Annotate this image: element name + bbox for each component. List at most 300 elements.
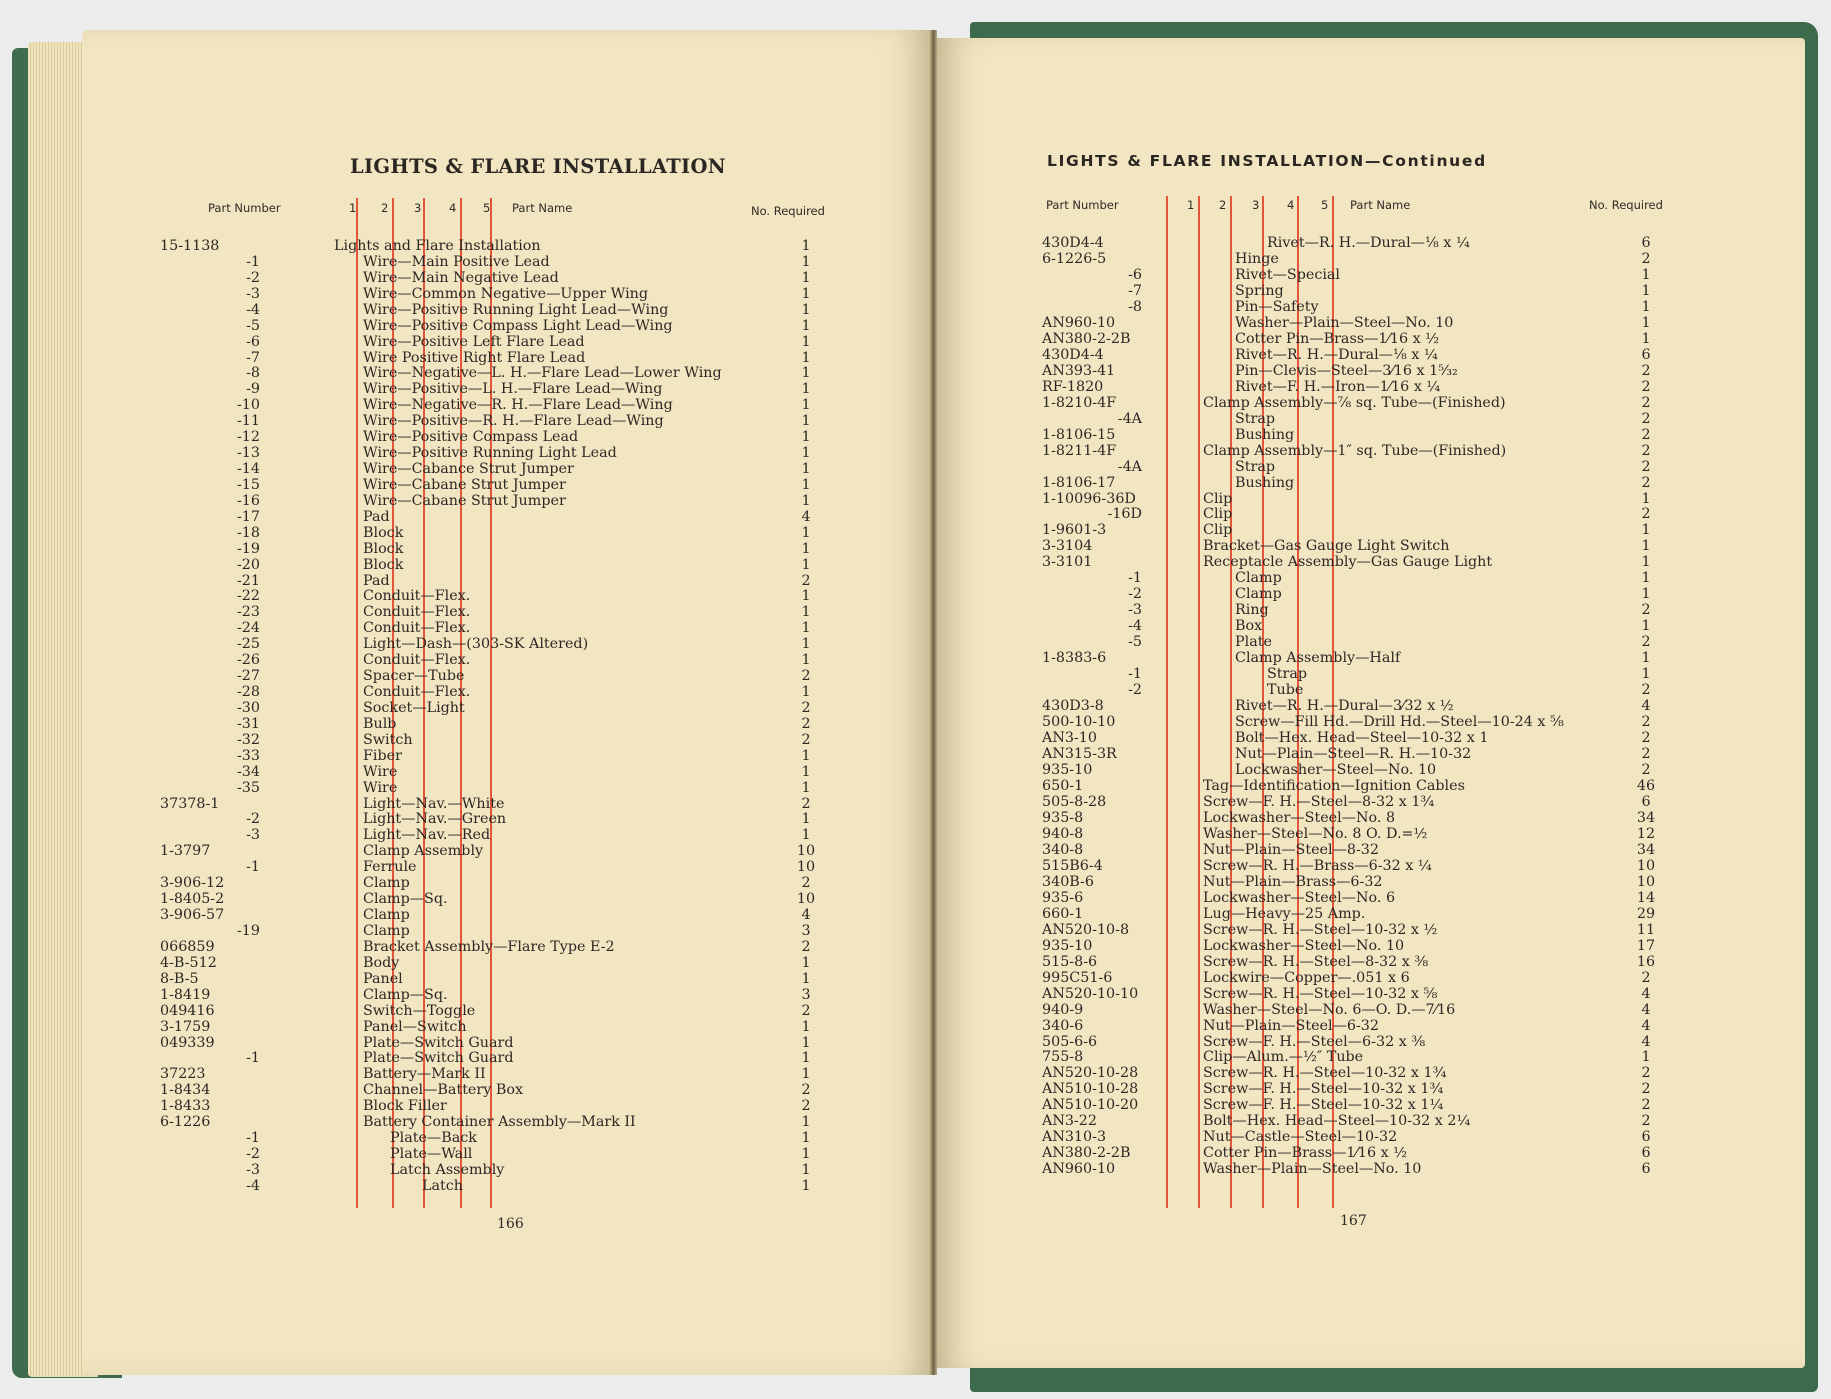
header-part-number: Part Number: [1046, 198, 1119, 212]
part-name: Clamp—Sq.: [363, 891, 448, 908]
part-number: 935-10: [1042, 762, 1093, 778]
quantity-required: 2: [1641, 474, 1651, 491]
part-name: Wire—Positive Running Light Lead—Wing: [363, 301, 669, 318]
part-name: Clamp: [363, 875, 410, 892]
header-level-3: 3: [414, 201, 422, 215]
book-spine-gutter: [930, 30, 937, 1375]
part-number: -31: [236, 715, 260, 732]
part-name: Rivet—R. H.—Dural—⅛ x ¼: [1235, 346, 1438, 363]
header-level-4: 4: [1287, 198, 1295, 212]
part-number: -10: [236, 397, 260, 414]
part-number: 935-10: [1042, 937, 1093, 954]
part-name: Rivet—R. H.—Dural—3⁄32 x ½: [1235, 698, 1454, 715]
part-name: Block: [363, 524, 404, 541]
part-number: -34: [236, 763, 260, 780]
quantity-required: 10: [1636, 857, 1656, 874]
quantity-required: 1: [1641, 314, 1651, 331]
part-number: 505-6-6: [1042, 1033, 1098, 1050]
part-name: Nut—Plain—Steel—6-32: [1203, 1017, 1380, 1034]
part-number: 066859: [160, 938, 215, 955]
part-name: Wire: [363, 763, 398, 780]
part-number: -7: [246, 349, 260, 366]
part-number: -32: [236, 731, 260, 748]
part-name: Lockwasher—Steel—No. 10: [1203, 937, 1405, 954]
quantity-required: 46: [1636, 777, 1656, 794]
part-number: 650-1: [1042, 777, 1084, 794]
part-number: -5: [1128, 634, 1142, 651]
part-number: 15-1138: [160, 238, 220, 254]
part-name: Clip—Alum.—½″ Tube: [1203, 1049, 1364, 1066]
part-number: 500-10-10: [1042, 714, 1116, 731]
part-number: 37223: [160, 1066, 206, 1083]
quantity-required: 1: [801, 811, 811, 828]
part-name: Bolt—Hex. Head—Steel—10-32 x 1: [1235, 730, 1489, 747]
part-name: Screw—R. H.—Steel—8-32 x ⅜: [1203, 953, 1429, 970]
quantity-required: 6: [1641, 346, 1651, 363]
part-number: 340B-6: [1042, 873, 1094, 890]
part-number: 1-8106-15: [1042, 426, 1116, 443]
part-name: Bushing: [1235, 426, 1295, 443]
quantity-required: 2: [1641, 378, 1651, 395]
part-number: -17: [236, 508, 260, 525]
quantity-required: 1: [801, 588, 811, 605]
part-number: 660-1: [1042, 905, 1084, 922]
part-name: Wire: [363, 779, 398, 796]
part-number: AN510-10-20: [1042, 1097, 1139, 1114]
quantity-required: 1: [801, 333, 811, 350]
quantity-required: 2: [801, 731, 811, 748]
part-name: Panel—Switch: [363, 1018, 467, 1035]
quantity-required: 2: [1641, 394, 1651, 411]
part-number: 3-1759: [160, 1018, 211, 1035]
quantity-required: 2: [801, 1082, 811, 1099]
page-number-167: 167: [1340, 1213, 1367, 1229]
part-number: AN520-10-8: [1042, 921, 1130, 938]
quantity-required: 1: [1641, 282, 1651, 299]
part-name: Washer—Steel—No. 6—O. D.—7⁄16: [1203, 1001, 1456, 1018]
part-number: -14: [236, 461, 260, 478]
part-number: -20: [236, 556, 260, 573]
part-number: -12: [236, 429, 260, 446]
quantity-required: 1: [801, 365, 811, 382]
part-name: Screw—R. H.—Steel—10-32 x ⅝: [1203, 985, 1438, 1002]
header-level-1: 1: [349, 201, 357, 215]
part-number: 430D4-4: [1042, 235, 1104, 251]
quantity-required: 2: [801, 699, 811, 716]
part-name: Wire—Positive—R. H.—Flare Lead—Wing: [363, 413, 664, 430]
part-number: 37378-1: [160, 795, 220, 812]
part-number: -21: [236, 572, 260, 589]
part-number: 4-B-512: [160, 954, 217, 971]
quantity-required: 1: [801, 763, 811, 780]
header-no-required: No. Required: [1589, 198, 1663, 212]
quantity-required: 1: [801, 954, 811, 971]
part-number: -1: [1128, 666, 1142, 683]
part-number: -35: [236, 779, 260, 796]
part-number: 935-6: [1042, 889, 1084, 906]
part-number: AN960-10: [1042, 1161, 1116, 1178]
quantity-required: 1: [801, 461, 811, 478]
part-number: 340-6: [1042, 1017, 1084, 1034]
part-name: Washer—Plain—Steel—No. 10: [1235, 314, 1454, 331]
part-name: Clamp: [1235, 570, 1282, 587]
part-name: Washer—Steel—No. 8 O. D.=½: [1203, 825, 1428, 842]
quantity-required: 1: [801, 540, 811, 557]
part-number: -19: [236, 922, 260, 939]
part-name: Conduit—Flex.: [363, 588, 471, 605]
part-name: Conduit—Flex.: [363, 620, 471, 637]
quantity-required: 1: [1641, 1049, 1651, 1066]
part-name: Ring: [1235, 602, 1269, 619]
part-name: Lockwasher—Steel—No. 10: [1235, 762, 1437, 778]
quantity-required: 1: [1641, 650, 1651, 667]
part-name: Screw—F. H.—Steel—8-32 x 1¾: [1203, 793, 1435, 810]
part-name: Latch Assembly: [390, 1161, 505, 1178]
quantity-required: 2: [801, 572, 811, 589]
part-name: Battery Container Assembly—Mark II: [363, 1114, 636, 1131]
part-number: 3-3104: [1042, 538, 1093, 555]
part-number: -27: [236, 668, 260, 685]
part-number: -5: [246, 317, 260, 334]
part-number: -4: [1128, 618, 1142, 635]
part-number: 430D4-4: [1042, 346, 1104, 363]
quantity-required: 1: [1641, 490, 1651, 507]
part-number: AN510-10-28: [1042, 1081, 1139, 1098]
part-number: RF-1820: [1042, 378, 1104, 395]
quantity-required: 1: [1641, 522, 1651, 539]
part-number: 940-8: [1042, 825, 1084, 842]
quantity-required: 34: [1636, 841, 1656, 858]
part-number: 1-8106-17: [1042, 474, 1116, 491]
quantity-required: 6: [1641, 1129, 1651, 1146]
part-name: Wire—Positive Compass Light Lead—Wing: [363, 317, 673, 334]
part-name: Tag—Identification—Ignition Cables: [1203, 777, 1465, 794]
quantity-required: 1: [801, 1130, 811, 1147]
part-name: Clamp Assembly—⅞ sq. Tube—(Finished): [1203, 394, 1506, 411]
part-number: 515-8-6: [1042, 953, 1098, 970]
part-name: Strap: [1235, 458, 1276, 475]
part-name: Block Filler: [363, 1098, 447, 1115]
header-part-number: Part Number: [208, 201, 281, 215]
part-name: Conduit—Flex.: [363, 684, 471, 701]
part-name: Lockwasher—Steel—No. 8: [1203, 809, 1396, 826]
quantity-required: 1: [801, 349, 811, 366]
header-level-2: 2: [1219, 198, 1227, 212]
part-name: Pin—Clevis—Steel—3⁄16 x 1⁵⁄₃₂: [1235, 362, 1458, 379]
level-rule-1: [1198, 196, 1200, 1208]
quantity-required: 1: [801, 684, 811, 701]
quantity-required: 2: [1641, 969, 1651, 986]
part-number: 935-8: [1042, 809, 1084, 826]
part-name: Spring: [1235, 282, 1284, 299]
part-name: Pad: [363, 572, 390, 589]
part-number: -18: [236, 524, 260, 541]
quantity-required: 1: [801, 1177, 811, 1194]
part-number: AN380-2-2B: [1042, 1145, 1131, 1162]
part-number: 1-8405-2: [160, 891, 225, 908]
quantity-required: 1: [801, 827, 811, 844]
part-name: Strap: [1235, 410, 1276, 427]
quantity-required: 1: [1641, 570, 1651, 587]
part-number: -1: [246, 1050, 260, 1067]
part-name: Tube: [1267, 682, 1304, 699]
quantity-required: 3: [801, 922, 811, 939]
quantity-required: 1: [801, 1034, 811, 1051]
part-number: 1-8210-4F: [1042, 394, 1117, 411]
quantity-required: 34: [1636, 809, 1656, 826]
quantity-required: 2: [1641, 442, 1651, 459]
part-name: Pad: [363, 508, 390, 525]
part-number: -3: [246, 827, 260, 844]
part-name: Spacer—Tube: [363, 668, 465, 685]
part-name: Clamp: [363, 907, 410, 924]
part-number: -19: [236, 540, 260, 557]
part-number: 515B6-4: [1042, 857, 1103, 874]
part-name: Battery—Mark II: [363, 1066, 486, 1083]
level-rule-0: [1166, 196, 1168, 1208]
quantity-required: 1: [801, 492, 811, 509]
quantity-required: 2: [1641, 362, 1651, 379]
part-name: Bracket—Gas Gauge Light Switch: [1203, 538, 1450, 555]
quantity-required: 4: [1641, 698, 1651, 715]
quantity-required: 2: [1641, 1081, 1651, 1098]
part-number: -4A: [1117, 458, 1142, 475]
part-name: Plate: [1235, 634, 1272, 651]
quantity-required: 11: [1636, 921, 1656, 938]
part-name: Wire—Negative—L. H.—Flare Lead—Lower Wing: [363, 365, 722, 382]
quantity-required: 2: [801, 715, 811, 732]
quantity-required: 14: [1636, 889, 1656, 906]
quantity-required: 10: [1636, 873, 1656, 890]
part-number: -25: [236, 636, 260, 653]
quantity-required: 3: [801, 986, 811, 1003]
quantity-required: 12: [1636, 825, 1656, 842]
quantity-required: 17: [1636, 937, 1656, 954]
header-level-4: 4: [449, 201, 457, 215]
quantity-required: 29: [1636, 905, 1656, 922]
part-number: -16: [236, 492, 260, 509]
part-number: -2: [1128, 682, 1142, 699]
quantity-required: 1: [801, 301, 811, 318]
part-name: Screw—R. H.—Steel—10-32 x ½: [1203, 921, 1438, 938]
part-number: -13: [236, 445, 260, 462]
part-number: -3: [1128, 602, 1142, 619]
header-level-1: 1: [1187, 198, 1195, 212]
quantity-required: 2: [1641, 746, 1651, 763]
part-name: Bushing: [1235, 474, 1295, 491]
part-number: -3: [246, 1161, 260, 1178]
quantity-required: 1: [801, 636, 811, 653]
part-name: Screw—Fill Hd.—Drill Hd.—Steel—10-24 x ⅝: [1235, 714, 1564, 731]
part-name: Wire—Positive Left Flare Lead: [363, 333, 585, 350]
part-number: -28: [236, 684, 260, 701]
page-number-166: 166: [497, 1216, 524, 1232]
quantity-required: 4: [1641, 1001, 1651, 1018]
part-number: -6: [1128, 266, 1142, 283]
part-number: AN380-2-2B: [1042, 330, 1131, 347]
part-number: -23: [236, 604, 260, 621]
quantity-required: 1: [801, 620, 811, 637]
part-name: Bracket Assembly—Flare Type E-2: [363, 938, 615, 955]
quantity-required: 1: [1641, 330, 1651, 347]
part-name: Block: [363, 540, 404, 557]
part-name: Clip: [1203, 506, 1233, 523]
quantity-required: 2: [801, 1002, 811, 1019]
quantity-required: 1: [1641, 298, 1651, 315]
quantity-required: 1: [801, 429, 811, 446]
part-number: 340-8: [1042, 841, 1084, 858]
header-level-3: 3: [1252, 198, 1260, 212]
quantity-required: 1: [1641, 586, 1651, 603]
part-number: AN520-10-10: [1042, 985, 1139, 1002]
header-no-required: No. Required: [751, 204, 825, 218]
part-number: -1: [246, 859, 260, 876]
quantity-required: 2: [801, 795, 811, 812]
part-number: -9: [246, 381, 260, 398]
quantity-required: 2: [1641, 410, 1651, 427]
part-name: Screw—R. H.—Steel—10-32 x 1¾: [1203, 1065, 1447, 1082]
header-part-name: Part Name: [1350, 198, 1411, 212]
part-number: -3: [246, 285, 260, 302]
part-number: -1: [246, 1130, 260, 1147]
part-name: Block: [363, 556, 404, 573]
quantity-required: 1: [1641, 666, 1651, 683]
part-number: AN520-10-28: [1042, 1065, 1139, 1082]
quantity-required: 2: [1641, 250, 1651, 267]
quantity-required: 1: [801, 1018, 811, 1035]
part-number: -2: [246, 1146, 260, 1162]
part-name: Wire—Main Negative Lead: [363, 269, 559, 286]
part-number: -8: [1128, 298, 1142, 315]
part-name: Cotter Pin—Brass—1⁄16 x ½: [1235, 330, 1440, 347]
quantity-required: 2: [801, 668, 811, 685]
part-name: Light—Nav.—White: [363, 795, 505, 812]
part-number: -6: [246, 333, 260, 350]
part-number: 995C51-6: [1042, 969, 1113, 986]
part-number: -4A: [1117, 410, 1142, 427]
part-name: Hinge: [1235, 250, 1279, 267]
part-name: Rivet—R. H.—Dural—⅛ x ¼: [1267, 235, 1470, 251]
quantity-required: 4: [801, 907, 811, 924]
part-number: 1-8433: [160, 1098, 211, 1115]
quantity-required: 10: [796, 843, 816, 860]
quantity-required: 1: [801, 238, 811, 254]
part-name: Nut—Plain—Steel—R. H.—10-32: [1235, 746, 1472, 763]
part-number: -15: [236, 476, 260, 493]
quantity-required: 2: [801, 938, 811, 955]
part-name: Lockwire—Copper—.051 x 6: [1203, 969, 1410, 986]
quantity-required: 1: [801, 397, 811, 414]
part-number: -30: [236, 699, 260, 716]
part-name: Clamp: [363, 922, 410, 939]
quantity-required: 1: [801, 747, 811, 764]
quantity-required: 1: [1641, 554, 1651, 571]
part-name: Cotter Pin—Brass—1⁄16 x ½: [1203, 1145, 1408, 1162]
part-name: Wire—Positive Running Light Lead: [363, 445, 617, 462]
part-number: 1-8211-4F: [1042, 442, 1117, 459]
part-number: -4: [246, 301, 260, 318]
part-name: Light—Nav.—Red: [363, 827, 491, 844]
quantity-required: 2: [1641, 1097, 1651, 1114]
part-name: Clamp—Sq.: [363, 986, 448, 1003]
quantity-required: 1: [801, 413, 811, 430]
level-rule-1: [356, 198, 358, 1208]
part-name: Wire Positive Right Flare Lead: [363, 349, 586, 366]
quantity-required: 1: [1641, 618, 1651, 635]
part-name: Screw—F. H.—Steel—10-32 x 1¼: [1203, 1097, 1444, 1114]
quantity-required: 1: [801, 1066, 811, 1083]
part-name: Strap: [1267, 666, 1308, 683]
quantity-required: 2: [1641, 634, 1651, 651]
part-name: Washer—Plain—Steel—No. 10: [1203, 1161, 1422, 1178]
part-name: Fiber: [363, 747, 402, 764]
part-name: Body: [363, 954, 400, 971]
part-name: Wire—Negative—R. H.—Flare Lead—Wing: [363, 397, 673, 414]
part-name: Conduit—Flex.: [363, 604, 471, 621]
part-name: Lug—Heavy—25 Amp.: [1203, 905, 1366, 922]
quantity-required: 2: [1641, 458, 1651, 475]
part-name: Panel: [363, 970, 403, 987]
part-name: Wire—Positive Compass Lead: [363, 429, 579, 446]
part-number: 8-B-5: [160, 970, 199, 987]
part-name: Clamp Assembly—1″ sq. Tube—(Finished): [1203, 442, 1507, 459]
part-number: 1-10096-36D: [1042, 490, 1136, 507]
part-name: Clamp Assembly: [363, 843, 484, 860]
quantity-required: 1: [801, 269, 811, 286]
part-number: -2: [1128, 586, 1142, 603]
quantity-required: 6: [1641, 793, 1651, 810]
part-name: Clamp: [1235, 586, 1282, 603]
quantity-required: 1: [801, 476, 811, 493]
quantity-required: 16: [1636, 953, 1656, 970]
quantity-required: 1: [801, 556, 811, 573]
quantity-required: 1: [801, 652, 811, 669]
part-number: 6-1226: [160, 1114, 211, 1131]
part-name: Conduit—Flex.: [363, 652, 471, 669]
part-number: 049416: [160, 1002, 215, 1019]
part-name: Rivet—F. H.—Iron—1⁄16 x ¼: [1235, 378, 1441, 395]
quantity-required: 1: [801, 1161, 811, 1178]
header-level-2: 2: [381, 201, 389, 215]
part-name: Nut—Plain—Brass—6-32: [1203, 873, 1383, 890]
quantity-required: 1: [801, 285, 811, 302]
part-name: Plate—Switch Guard: [363, 1050, 514, 1067]
quantity-required: 1: [801, 970, 811, 987]
part-name: Bolt—Hex. Head—Steel—10-32 x 2¼: [1203, 1113, 1471, 1130]
part-number: 3-906-57: [160, 907, 225, 924]
part-name: Nut—Plain—Steel—8-32: [1203, 841, 1380, 858]
part-number: 755-8: [1042, 1049, 1084, 1066]
header-level-5: 5: [483, 201, 491, 215]
part-number: -4: [246, 1177, 260, 1194]
part-number: -11: [236, 413, 260, 430]
part-name: Wire—Positive—L. H.—Flare Lead—Wing: [363, 381, 663, 398]
quantity-required: 10: [796, 891, 816, 908]
part-number: 1-8383-6: [1042, 650, 1107, 667]
quantity-required: 6: [1641, 1145, 1651, 1162]
part-name: Plate—Wall: [390, 1146, 473, 1162]
part-name: Ferrule: [363, 859, 417, 876]
part-name: Bulb: [363, 715, 397, 732]
header-part-name: Part Name: [512, 201, 573, 215]
quantity-required: 1: [801, 524, 811, 541]
part-number: AN3-10: [1042, 730, 1097, 747]
quantity-required: 1: [801, 604, 811, 621]
quantity-required: 1: [801, 1146, 811, 1162]
part-number: 940-9: [1042, 1001, 1084, 1018]
quantity-required: 1: [801, 1114, 811, 1131]
part-name: Nut—Castle—Steel—10-32: [1203, 1129, 1398, 1146]
